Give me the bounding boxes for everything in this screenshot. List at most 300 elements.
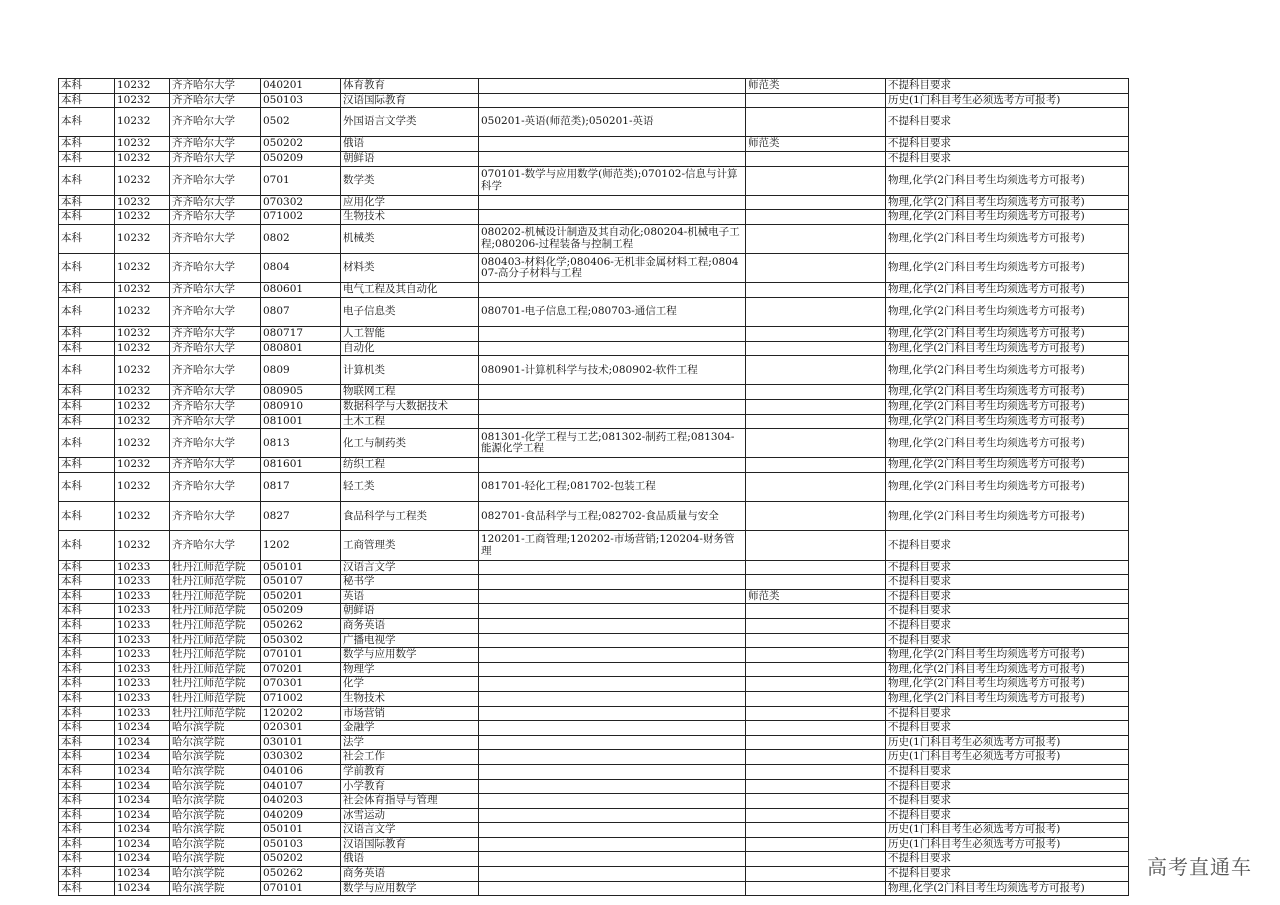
major-code-cell: 0813	[261, 429, 341, 458]
subject-requirement-cell: 物理,化学(2门科目考生均须选考方可报考)	[886, 356, 1129, 385]
school-name-cell: 齐齐哈尔大学	[170, 137, 261, 152]
major-name-cell: 物理学	[341, 662, 479, 677]
subject-requirement-cell: 物理,化学(2门科目考生均须选考方可报考)	[886, 297, 1129, 326]
school-name-cell: 齐齐哈尔大学	[170, 93, 261, 108]
major-code-cell: 040203	[261, 794, 341, 809]
school-name-cell: 齐齐哈尔大学	[170, 502, 261, 531]
level-cell: 本科	[59, 662, 115, 677]
school-name-cell: 哈尔滨学院	[170, 794, 261, 809]
included-majors-cell	[479, 341, 746, 356]
major-name-cell: 土木工程	[341, 414, 479, 429]
level-cell: 本科	[59, 93, 115, 108]
table-row	[59, 604, 1129, 619]
school-name-cell: 齐齐哈尔大学	[170, 473, 261, 502]
school-name-cell: 哈尔滨学院	[170, 764, 261, 779]
major-name-cell: 数学与应用数学	[341, 648, 479, 663]
included-majors-cell	[479, 400, 746, 415]
subject-requirement-cell: 不提科目要求	[886, 531, 1129, 560]
table-row	[59, 618, 1129, 633]
major-code-cell: 050101	[261, 823, 341, 838]
major-name-cell: 数据科学与大数据技术	[341, 400, 479, 415]
remark-cell	[746, 327, 886, 342]
table-row	[59, 429, 1129, 458]
major-name-cell: 商务英语	[341, 618, 479, 633]
table-row	[59, 648, 1129, 663]
remark-cell	[746, 823, 886, 838]
school-code-cell: 10234	[115, 750, 170, 765]
school-code-cell: 10233	[115, 604, 170, 619]
remark-cell	[746, 502, 886, 531]
school-name-cell: 齐齐哈尔大学	[170, 327, 261, 342]
major-requirements-table	[58, 78, 1129, 896]
subject-requirement-cell: 物理,化学(2门科目考生均须选考方可报考)	[886, 210, 1129, 225]
major-code-cell: 050202	[261, 852, 341, 867]
included-majors-cell	[479, 575, 746, 590]
school-code-cell: 10234	[115, 721, 170, 736]
major-name-cell: 材料类	[341, 254, 479, 283]
school-name-cell: 牡丹江师范学院	[170, 706, 261, 721]
included-majors-cell	[479, 735, 746, 750]
subject-requirement-cell: 不提科目要求	[886, 618, 1129, 633]
included-majors-cell	[479, 721, 746, 736]
school-code-cell: 10232	[115, 473, 170, 502]
subject-requirement-cell: 物理,化学(2门科目考生均须选考方可报考)	[886, 648, 1129, 663]
table-row	[59, 794, 1129, 809]
level-cell: 本科	[59, 254, 115, 283]
table-row	[59, 677, 1129, 692]
included-majors-cell: 120201-工商管理;120202-市场营销;120204-财务管理	[479, 531, 746, 560]
major-code-cell: 070302	[261, 195, 341, 210]
level-cell: 本科	[59, 589, 115, 604]
subject-requirement-cell: 不提科目要求	[886, 560, 1129, 575]
school-name-cell: 齐齐哈尔大学	[170, 195, 261, 210]
major-name-cell: 工商管理类	[341, 531, 479, 560]
school-code-cell: 10232	[115, 429, 170, 458]
remark-cell: 师范类	[746, 79, 886, 94]
major-code-cell: 081001	[261, 414, 341, 429]
major-name-cell: 俄语	[341, 852, 479, 867]
remark-cell	[746, 779, 886, 794]
school-code-cell: 10233	[115, 662, 170, 677]
included-majors-cell	[479, 823, 746, 838]
table-row	[59, 706, 1129, 721]
remark-cell	[746, 195, 886, 210]
school-code-cell: 10233	[115, 648, 170, 663]
school-code-cell: 10232	[115, 210, 170, 225]
subject-requirement-cell: 物理,化学(2门科目考生均须选考方可报考)	[886, 662, 1129, 677]
major-name-cell: 冰雪运动	[341, 808, 479, 823]
included-majors-cell	[479, 79, 746, 94]
major-code-cell: 080801	[261, 341, 341, 356]
included-majors-cell	[479, 764, 746, 779]
subject-requirement-cell: 不提科目要求	[886, 808, 1129, 823]
school-name-cell: 哈尔滨学院	[170, 852, 261, 867]
remark-cell	[746, 575, 886, 590]
major-code-cell: 050201	[261, 589, 341, 604]
school-name-cell: 齐齐哈尔大学	[170, 108, 261, 137]
level-cell: 本科	[59, 414, 115, 429]
included-majors-cell	[479, 458, 746, 473]
included-majors-cell	[479, 560, 746, 575]
school-code-cell: 10232	[115, 166, 170, 195]
school-name-cell: 齐齐哈尔大学	[170, 151, 261, 166]
remark-cell	[746, 473, 886, 502]
remark-cell	[746, 531, 886, 560]
level-cell: 本科	[59, 502, 115, 531]
school-code-cell: 10232	[115, 108, 170, 137]
major-name-cell: 人工智能	[341, 327, 479, 342]
remark-cell	[746, 794, 886, 809]
included-majors-cell	[479, 604, 746, 619]
level-cell: 本科	[59, 458, 115, 473]
school-name-cell: 齐齐哈尔大学	[170, 458, 261, 473]
major-code-cell: 050209	[261, 604, 341, 619]
school-name-cell: 牡丹江师范学院	[170, 560, 261, 575]
included-majors-cell	[479, 852, 746, 867]
level-cell: 本科	[59, 750, 115, 765]
school-code-cell: 10232	[115, 137, 170, 152]
included-majors-cell	[479, 151, 746, 166]
subject-requirement-cell: 不提科目要求	[886, 575, 1129, 590]
major-code-cell: 0701	[261, 166, 341, 195]
included-majors-cell: 050201-英语(师范类);050201-英语	[479, 108, 746, 137]
major-name-cell: 食品科学与工程类	[341, 502, 479, 531]
school-name-cell: 齐齐哈尔大学	[170, 210, 261, 225]
major-code-cell: 050101	[261, 560, 341, 575]
school-code-cell: 10233	[115, 691, 170, 706]
school-name-cell: 哈尔滨学院	[170, 823, 261, 838]
school-name-cell: 齐齐哈尔大学	[170, 429, 261, 458]
subject-requirement-cell: 历史(1门科目考生必须选考方可报考)	[886, 93, 1129, 108]
school-name-cell: 牡丹江师范学院	[170, 589, 261, 604]
major-name-cell: 生物技术	[341, 691, 479, 706]
table-row	[59, 414, 1129, 429]
level-cell: 本科	[59, 837, 115, 852]
remark-cell	[746, 691, 886, 706]
included-majors-cell	[479, 195, 746, 210]
subject-requirement-cell: 历史(1门科目考生必须选考方可报考)	[886, 750, 1129, 765]
subject-requirement-cell: 物理,化学(2门科目考生均须选考方可报考)	[886, 327, 1129, 342]
included-majors-cell	[479, 706, 746, 721]
table-row	[59, 721, 1129, 736]
major-name-cell: 计算机类	[341, 356, 479, 385]
school-name-cell: 牡丹江师范学院	[170, 662, 261, 677]
included-majors-cell	[479, 648, 746, 663]
included-majors-cell	[479, 327, 746, 342]
subject-requirement-cell: 物理,化学(2门科目考生均须选考方可报考)	[886, 166, 1129, 195]
table-row	[59, 327, 1129, 342]
major-name-cell: 社会工作	[341, 750, 479, 765]
table-row	[59, 823, 1129, 838]
major-name-cell: 汉语国际教育	[341, 93, 479, 108]
included-majors-cell	[479, 808, 746, 823]
major-name-cell: 轻工类	[341, 473, 479, 502]
included-majors-cell	[479, 93, 746, 108]
subject-requirement-cell: 物理,化学(2门科目考生均须选考方可报考)	[886, 458, 1129, 473]
table-row	[59, 108, 1129, 137]
remark-cell: 师范类	[746, 137, 886, 152]
major-code-cell: 0807	[261, 297, 341, 326]
included-majors-cell: 081701-轻化工程;081702-包装工程	[479, 473, 746, 502]
major-name-cell: 电子信息类	[341, 297, 479, 326]
major-name-cell: 朝鲜语	[341, 604, 479, 619]
major-name-cell: 数学与应用数学	[341, 881, 479, 896]
school-name-cell: 哈尔滨学院	[170, 721, 261, 736]
level-cell: 本科	[59, 473, 115, 502]
major-code-cell: 070101	[261, 648, 341, 663]
subject-requirement-cell: 不提科目要求	[886, 79, 1129, 94]
major-code-cell: 070301	[261, 677, 341, 692]
included-majors-cell: 081301-化学工程与工艺;081302-制药工程;081304-能源化学工程	[479, 429, 746, 458]
subject-requirement-cell: 历史(1门科目考生必须选考方可报考)	[886, 735, 1129, 750]
level-cell: 本科	[59, 823, 115, 838]
remark-cell	[746, 224, 886, 253]
school-code-cell: 10233	[115, 589, 170, 604]
remark-cell	[746, 648, 886, 663]
major-code-cell: 050209	[261, 151, 341, 166]
major-name-cell: 汉语国际教育	[341, 837, 479, 852]
subject-requirement-cell: 物理,化学(2门科目考生均须选考方可报考)	[886, 224, 1129, 253]
school-code-cell: 10233	[115, 706, 170, 721]
school-code-cell: 10234	[115, 881, 170, 896]
remark-cell	[746, 677, 886, 692]
subject-requirement-cell: 物理,化学(2门科目考生均须选考方可报考)	[886, 400, 1129, 415]
remark-cell	[746, 283, 886, 298]
included-majors-cell	[479, 633, 746, 648]
school-name-cell: 哈尔滨学院	[170, 808, 261, 823]
school-name-cell: 齐齐哈尔大学	[170, 356, 261, 385]
table-row	[59, 502, 1129, 531]
included-majors-cell	[479, 589, 746, 604]
school-code-cell: 10232	[115, 502, 170, 531]
major-name-cell: 广播电视学	[341, 633, 479, 648]
remark-cell	[746, 618, 886, 633]
table-row	[59, 356, 1129, 385]
level-cell: 本科	[59, 881, 115, 896]
remark-cell	[746, 93, 886, 108]
remark-cell	[746, 356, 886, 385]
remark-cell	[746, 297, 886, 326]
school-code-cell: 10234	[115, 779, 170, 794]
remark-cell	[746, 385, 886, 400]
subject-requirement-cell: 物理,化学(2门科目考生均须选考方可报考)	[886, 677, 1129, 692]
remark-cell	[746, 662, 886, 677]
subject-requirement-cell: 不提科目要求	[886, 721, 1129, 736]
table-row	[59, 195, 1129, 210]
remark-cell	[746, 867, 886, 882]
school-code-cell: 10233	[115, 677, 170, 692]
table-row	[59, 808, 1129, 823]
school-name-cell: 齐齐哈尔大学	[170, 297, 261, 326]
school-code-cell: 10232	[115, 414, 170, 429]
school-code-cell: 10234	[115, 735, 170, 750]
included-majors-cell	[479, 137, 746, 152]
level-cell: 本科	[59, 764, 115, 779]
school-code-cell: 10232	[115, 400, 170, 415]
remark-cell	[746, 254, 886, 283]
subject-requirement-cell: 不提科目要求	[886, 794, 1129, 809]
school-code-cell: 10233	[115, 633, 170, 648]
level-cell: 本科	[59, 341, 115, 356]
major-code-cell: 071002	[261, 691, 341, 706]
level-cell: 本科	[59, 108, 115, 137]
level-cell: 本科	[59, 560, 115, 575]
level-cell: 本科	[59, 735, 115, 750]
remark-cell	[746, 210, 886, 225]
watermark-text: 高考直通车	[1147, 855, 1252, 879]
major-code-cell: 050262	[261, 867, 341, 882]
subject-requirement-cell: 物理,化学(2门科目考生均须选考方可报考)	[886, 414, 1129, 429]
remark-cell	[746, 837, 886, 852]
school-name-cell: 哈尔滨学院	[170, 837, 261, 852]
table-row	[59, 531, 1129, 560]
school-code-cell: 10232	[115, 458, 170, 473]
level-cell: 本科	[59, 618, 115, 633]
major-name-cell: 体育教育	[341, 79, 479, 94]
subject-requirement-cell: 不提科目要求	[886, 633, 1129, 648]
major-code-cell: 0827	[261, 502, 341, 531]
table-row	[59, 735, 1129, 750]
table-row	[59, 691, 1129, 706]
school-code-cell: 10232	[115, 151, 170, 166]
included-majors-cell	[479, 677, 746, 692]
major-code-cell: 040107	[261, 779, 341, 794]
included-majors-cell	[479, 283, 746, 298]
table-row	[59, 750, 1129, 765]
subject-requirement-cell: 物理,化学(2门科目考生均须选考方可报考)	[886, 341, 1129, 356]
table-row	[59, 400, 1129, 415]
school-code-cell: 10232	[115, 283, 170, 298]
included-majors-cell: 080202-机械设计制造及其自动化;080204-机械电子工程;080206-过程装备与控制工程	[479, 224, 746, 253]
major-code-cell: 050103	[261, 93, 341, 108]
level-cell: 本科	[59, 677, 115, 692]
included-majors-cell	[479, 794, 746, 809]
major-code-cell: 080910	[261, 400, 341, 415]
major-name-cell: 化学	[341, 677, 479, 692]
table-body	[59, 79, 1129, 896]
school-name-cell: 哈尔滨学院	[170, 867, 261, 882]
major-name-cell: 英语	[341, 589, 479, 604]
school-code-cell: 10232	[115, 385, 170, 400]
school-code-cell: 10232	[115, 195, 170, 210]
subject-requirement-cell: 不提科目要求	[886, 764, 1129, 779]
table-row	[59, 633, 1129, 648]
school-name-cell: 齐齐哈尔大学	[170, 283, 261, 298]
major-name-cell: 电气工程及其自动化	[341, 283, 479, 298]
major-code-cell: 0817	[261, 473, 341, 502]
included-majors-cell	[479, 662, 746, 677]
remark-cell	[746, 400, 886, 415]
major-code-cell: 050302	[261, 633, 341, 648]
major-code-cell: 0804	[261, 254, 341, 283]
subject-requirement-cell: 物理,化学(2门科目考生均须选考方可报考)	[886, 385, 1129, 400]
included-majors-cell	[479, 779, 746, 794]
table-row	[59, 341, 1129, 356]
major-name-cell: 数学类	[341, 166, 479, 195]
school-name-cell: 牡丹江师范学院	[170, 648, 261, 663]
major-code-cell: 080905	[261, 385, 341, 400]
major-code-cell: 0802	[261, 224, 341, 253]
subject-requirement-cell: 物理,化学(2门科目考生均须选考方可报考)	[886, 502, 1129, 531]
school-name-cell: 齐齐哈尔大学	[170, 414, 261, 429]
remark-cell	[746, 852, 886, 867]
included-majors-cell: 070101-数学与应用数学(师范类);070102-信息与计算科学	[479, 166, 746, 195]
level-cell: 本科	[59, 691, 115, 706]
school-code-cell: 10232	[115, 341, 170, 356]
subject-requirement-cell: 物理,化学(2门科目考生均须选考方可报考)	[886, 429, 1129, 458]
major-name-cell: 社会体育指导与管理	[341, 794, 479, 809]
level-cell: 本科	[59, 721, 115, 736]
major-code-cell: 0809	[261, 356, 341, 385]
school-name-cell: 牡丹江师范学院	[170, 604, 261, 619]
included-majors-cell	[479, 750, 746, 765]
subject-requirement-cell: 物理,化学(2门科目考生均须选考方可报考)	[886, 195, 1129, 210]
level-cell: 本科	[59, 808, 115, 823]
remark-cell	[746, 706, 886, 721]
school-code-cell: 10234	[115, 808, 170, 823]
remark-cell	[746, 808, 886, 823]
included-majors-cell: 080701-电子信息工程;080703-通信工程	[479, 297, 746, 326]
school-name-cell: 牡丹江师范学院	[170, 633, 261, 648]
remark-cell	[746, 604, 886, 619]
school-code-cell: 10232	[115, 327, 170, 342]
school-name-cell: 牡丹江师范学院	[170, 691, 261, 706]
included-majors-cell	[479, 414, 746, 429]
school-code-cell: 10233	[115, 575, 170, 590]
level-cell: 本科	[59, 648, 115, 663]
major-code-cell: 050262	[261, 618, 341, 633]
school-name-cell: 齐齐哈尔大学	[170, 341, 261, 356]
level-cell: 本科	[59, 400, 115, 415]
level-cell: 本科	[59, 779, 115, 794]
major-name-cell: 朝鲜语	[341, 151, 479, 166]
level-cell: 本科	[59, 852, 115, 867]
table-row	[59, 867, 1129, 882]
major-name-cell: 生物技术	[341, 210, 479, 225]
level-cell: 本科	[59, 867, 115, 882]
major-name-cell: 机械类	[341, 224, 479, 253]
school-code-cell: 10232	[115, 224, 170, 253]
major-code-cell: 040106	[261, 764, 341, 779]
table-row	[59, 385, 1129, 400]
included-majors-cell	[479, 210, 746, 225]
subject-requirement-cell: 物理,化学(2门科目考生均须选考方可报考)	[886, 283, 1129, 298]
remark-cell	[746, 414, 886, 429]
subject-requirement-cell: 物理,化学(2门科目考生均须选考方可报考)	[886, 691, 1129, 706]
major-name-cell: 汉语言文学	[341, 560, 479, 575]
remark-cell: 师范类	[746, 589, 886, 604]
table-row	[59, 254, 1129, 283]
school-code-cell: 10232	[115, 93, 170, 108]
remark-cell	[746, 881, 886, 896]
school-name-cell: 齐齐哈尔大学	[170, 79, 261, 94]
subject-requirement-cell: 不提科目要求	[886, 867, 1129, 882]
subject-requirement-cell: 不提科目要求	[886, 151, 1129, 166]
level-cell: 本科	[59, 575, 115, 590]
level-cell: 本科	[59, 327, 115, 342]
level-cell: 本科	[59, 706, 115, 721]
table-row	[59, 297, 1129, 326]
major-name-cell: 金融学	[341, 721, 479, 736]
subject-requirement-cell: 不提科目要求	[886, 779, 1129, 794]
included-majors-cell	[479, 837, 746, 852]
remark-cell	[746, 458, 886, 473]
level-cell: 本科	[59, 151, 115, 166]
table-row	[59, 283, 1129, 298]
major-name-cell: 物联网工程	[341, 385, 479, 400]
school-name-cell: 哈尔滨学院	[170, 750, 261, 765]
school-code-cell: 10234	[115, 867, 170, 882]
